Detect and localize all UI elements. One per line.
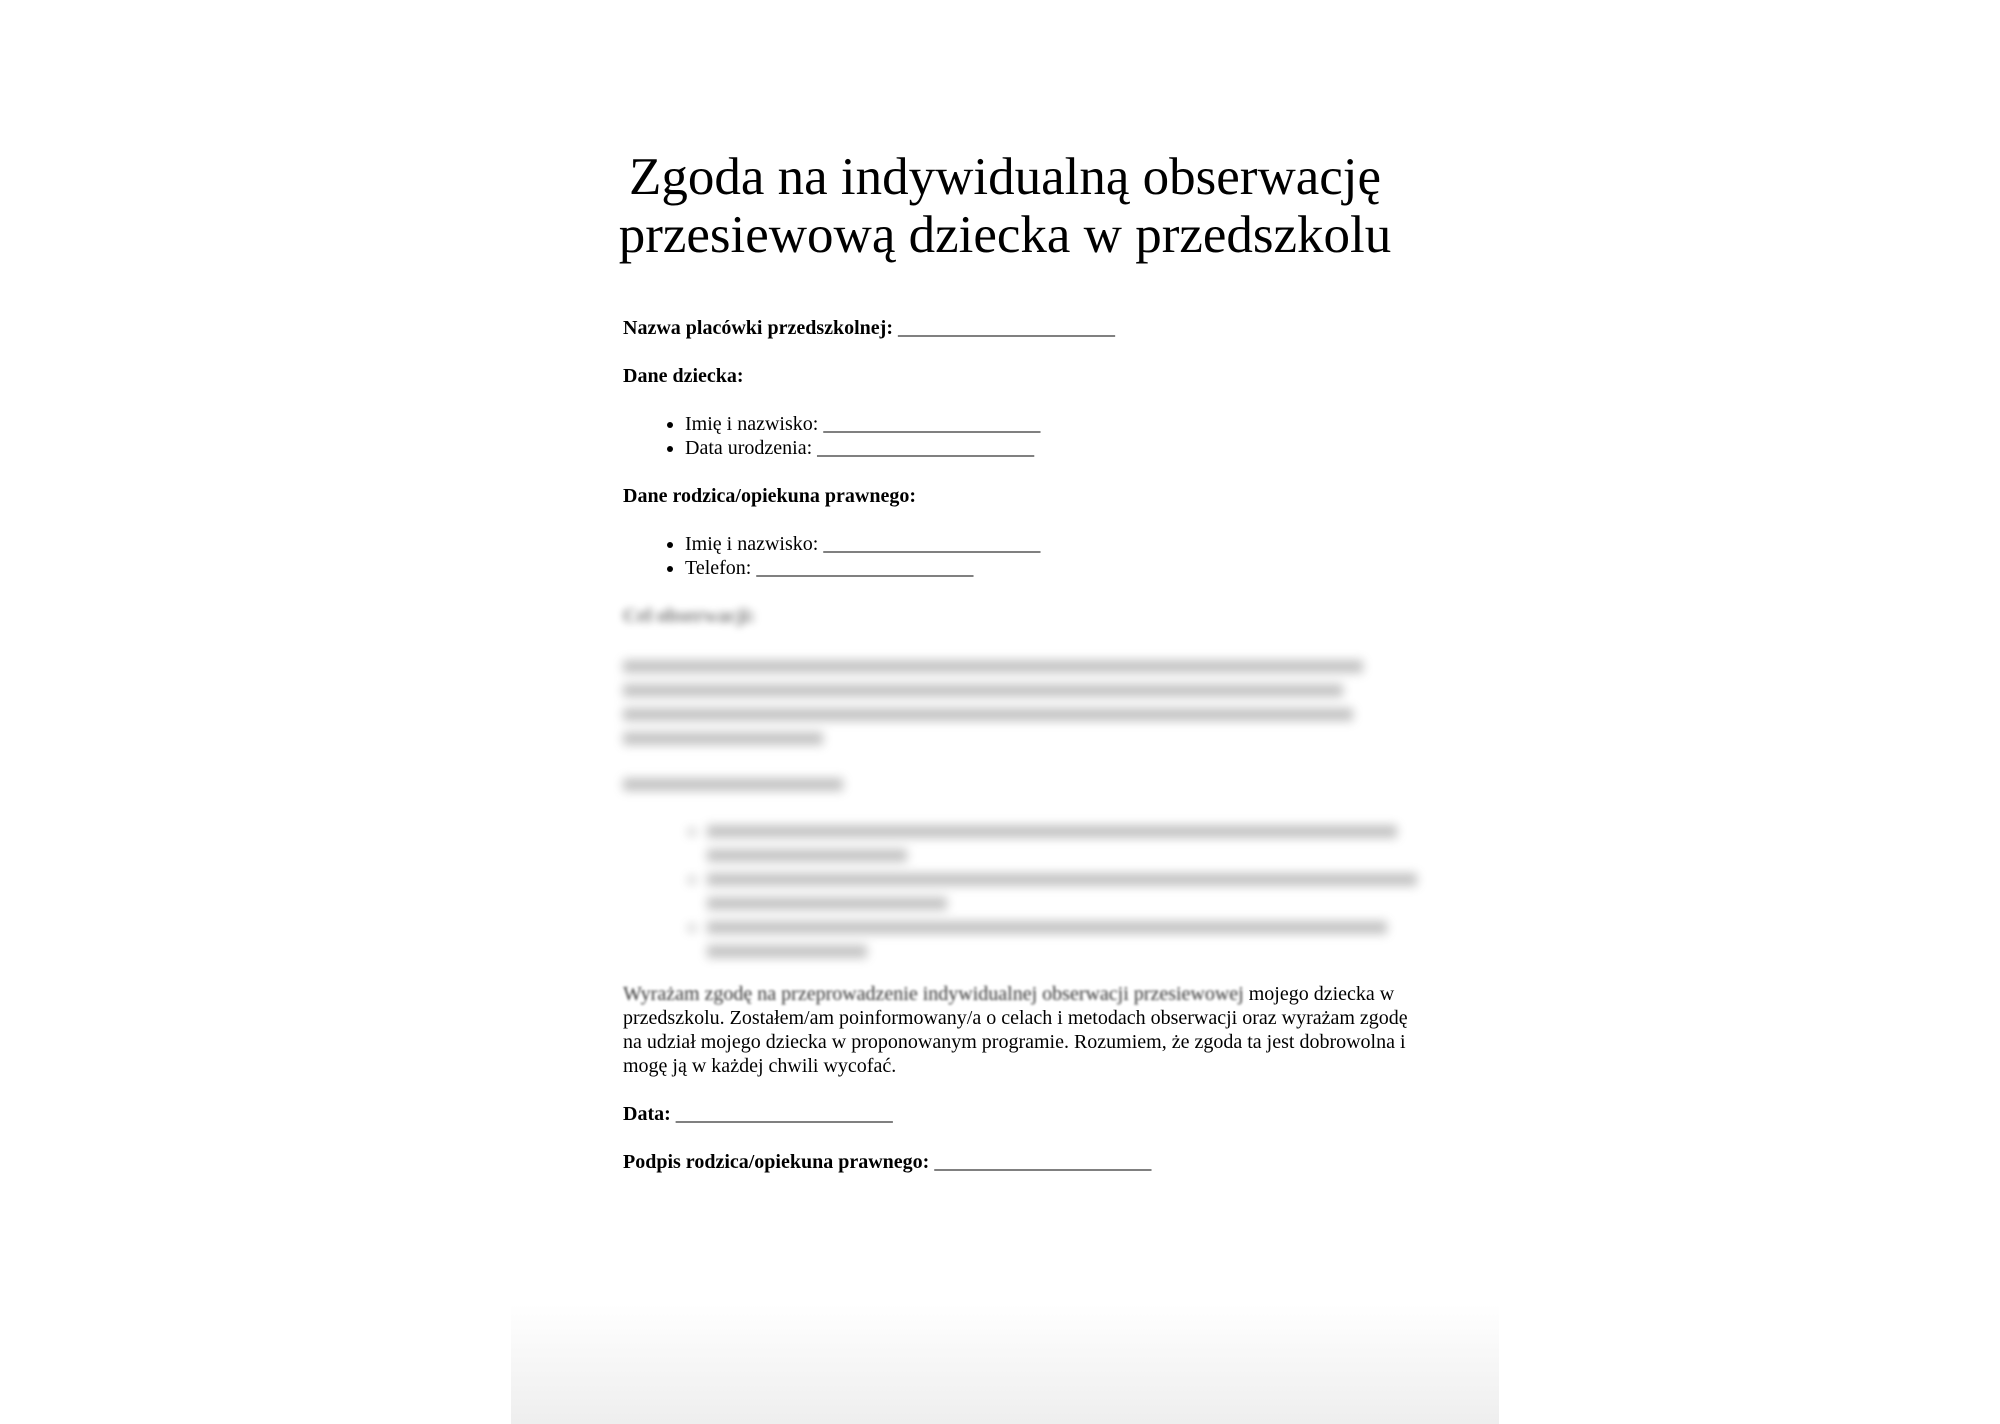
parent-name-label: Imię i nazwisko: — [685, 533, 819, 555]
child-name-blank: ________________________ — [823, 413, 1040, 435]
parent-phone-label: Telefon: — [685, 557, 752, 579]
facility-label: Nazwa placówki przedszkolnej: — [623, 317, 893, 339]
parent-heading: Dane rodzica/opiekuna prawnego: — [623, 485, 916, 507]
consent-text-start: Wyrażam zgodę na przeprowadzenie indywidualnej obserwacji przesiewowej — [623, 983, 1244, 1005]
child-name-label: Imię i nazwisko: — [685, 413, 819, 435]
child-list — [623, 412, 1443, 460]
child-birthdate-blank: ________________________ — [817, 437, 1034, 459]
signature-label: Podpis rodzica/opiekuna prawnego: — [623, 1151, 930, 1173]
facility-field — [623, 316, 1443, 340]
purpose-heading: Cel obserwacji: — [623, 605, 756, 627]
signature-field — [623, 1150, 1443, 1174]
blurred-content — [511, 650, 1499, 980]
parent-phone-blank: ________________________ — [756, 557, 973, 579]
consent-paragraph — [623, 982, 1413, 1078]
parent-list — [623, 532, 1443, 580]
parent-name-blank: ________________________ — [823, 533, 1040, 555]
facility-blank: ________________________ — [897, 317, 1114, 339]
child-birthdate-label: Data urodzenia: — [685, 437, 813, 459]
title-line-2: przesiewową dziecka w przedszkolu — [618, 206, 1392, 264]
list-item — [685, 532, 1443, 556]
list-item — [685, 436, 1443, 460]
date-blank: ________________________ — [675, 1103, 892, 1125]
date-label: Data: — [623, 1103, 671, 1125]
consent-text-rest: mojego dziecka w przedszkolu. Zostałem/am poinformowany/a o celach i metodach obserwacji oraz wyrażam zgodę na udział mojego dziecka w proponowanym programie. Rozumiem, że zgoda ta jest dobrowolna i mogę ją w każdej chwili wycofać. — [623, 983, 1408, 1077]
document-page — [511, 0, 1499, 1424]
signature-blank: ________________________ — [934, 1151, 1151, 1173]
list-item — [685, 412, 1443, 436]
child-heading: Dane dziecka: — [623, 365, 744, 387]
document-title — [511, 148, 1499, 264]
page-bottom-fade — [511, 1304, 1499, 1424]
title-line-1: Zgoda na indywidualną obserwację — [628, 148, 1382, 206]
date-field — [623, 1102, 1443, 1126]
list-item — [685, 556, 1443, 580]
